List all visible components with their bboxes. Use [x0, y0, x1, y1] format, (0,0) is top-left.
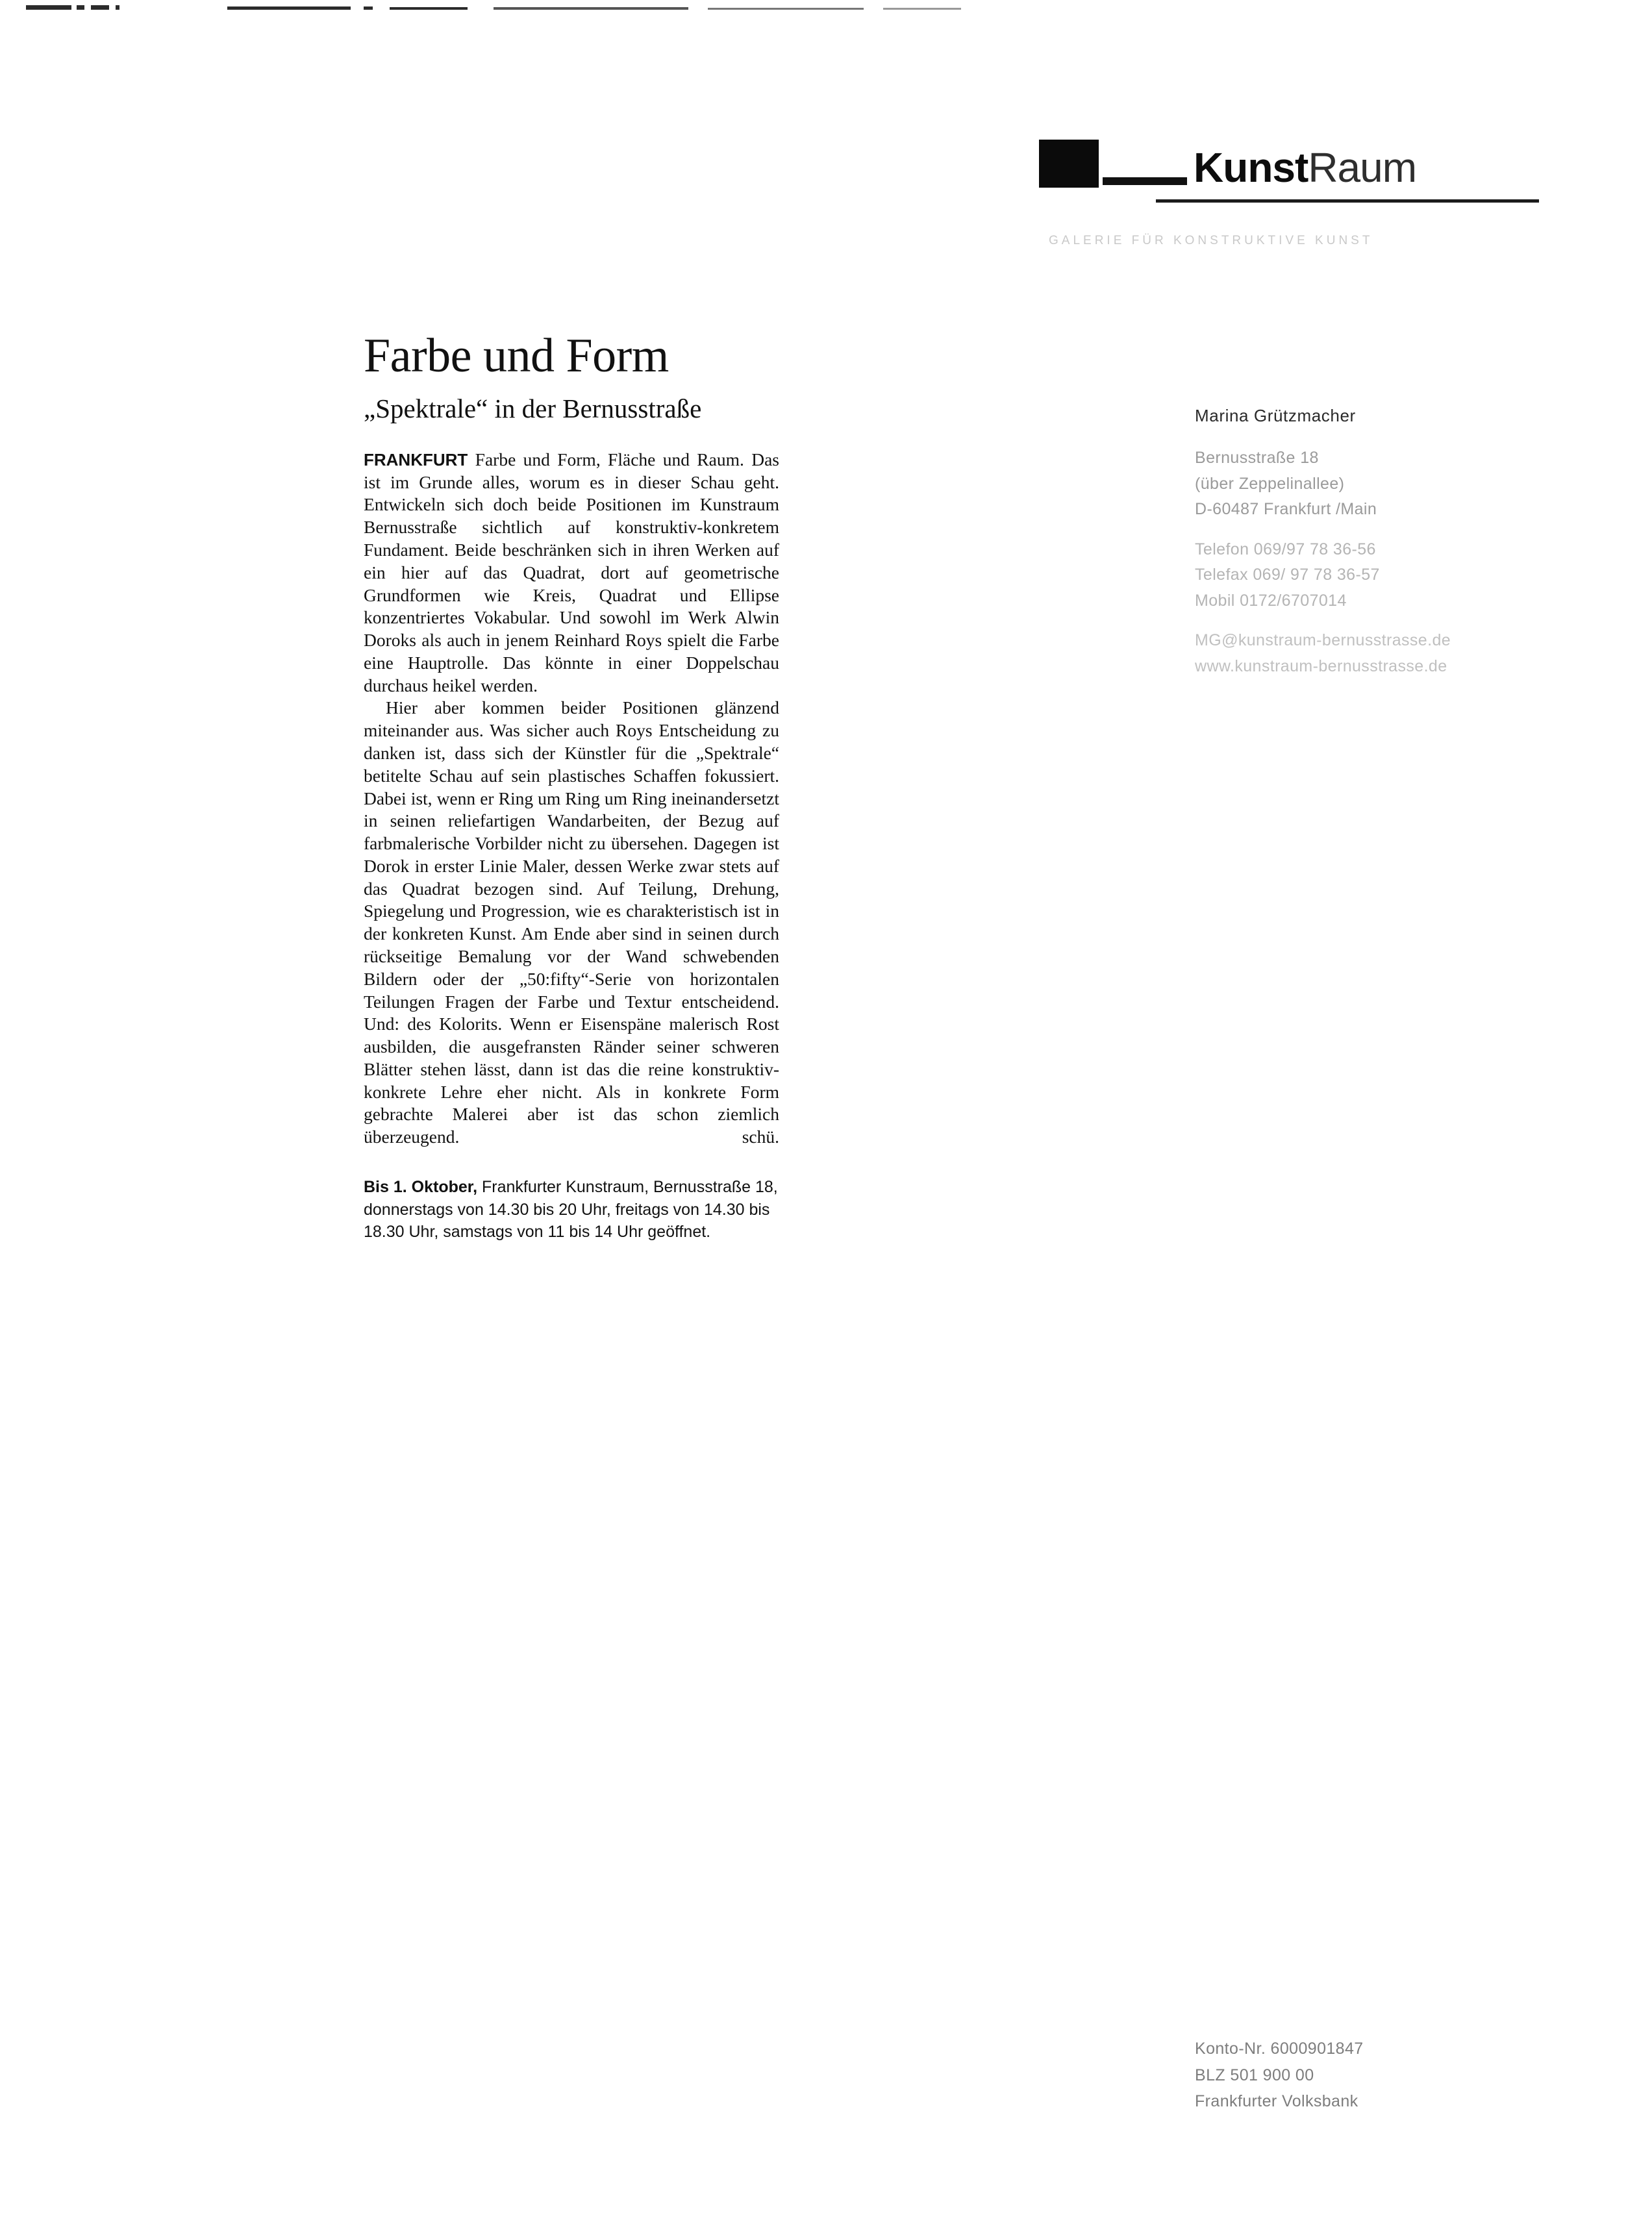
article-subhead: „Spektrale“ in der Bernusstraße — [364, 393, 702, 423]
logo-rule-icon — [1103, 177, 1187, 185]
scan-mark — [883, 8, 961, 10]
article-paragraph-2 — [364, 697, 779, 1149]
kunstraum-logo — [1039, 140, 1487, 192]
article-info-block — [364, 1176, 779, 1243]
article — [364, 331, 779, 1243]
scan-mark — [494, 7, 688, 10]
scan-mark — [26, 5, 71, 10]
logo-tagline: GALERIE FÜR KONSTRUKTIVE KUNST — [1049, 234, 1373, 247]
contact-mobile: Mobil 0172/6707014 — [1195, 591, 1347, 610]
logo-word-light: Raum — [1308, 144, 1417, 192]
contact-website[interactable]: www.kunstraum-bernusstrasse.de — [1195, 656, 1447, 675]
info-lead: Bis 1. Oktober, — [364, 1178, 478, 1197]
contact-street-note: (über Zeppelinallee) — [1195, 474, 1345, 493]
contact-city: D-60487 Frankfurt /Main — [1195, 500, 1377, 518]
contact-fax: Telefax 069/ 97 78 36-57 — [1195, 566, 1380, 584]
article-paragraph-1-text: Farbe und Form, Fläche und Raum. Das ist im Grunde alles, worum es in dieser Schau geht. Entwickeln sich doch beide Positionen im Kunstraum Bernusstraße sichtlich auf konstruktiv-konkretem Fundament. Beide beschränken sich in ihren Werken auf ein hier auf das Quadrat, dort auf geometrische Grundformen wie Kreis, Quadrat und Ellipse konzentriertes Vokabular. Und sowohl im Werk Alwin Doroks als auch in jenem Reinhard Roys spielt die Farbe eine Hauptrolle. Das könnte in einer Doppelschau durchaus heikel werden. — [364, 449, 779, 695]
contact-block — [1195, 406, 1597, 693]
logo-underline-icon — [1156, 199, 1539, 203]
article-dateline: FRANKFURT — [364, 449, 468, 469]
info-rest: Frankfurter Kunstraum, Bernusstraße 18, donnerstags von 14.30 bis 20 Uhr, freitags von 14.30 bis 18.30 Uhr, samstags von 11 bis 14 Uhr geöffnet. — [364, 1178, 778, 1242]
bank-blz: BLZ 501 900 00 — [1195, 2066, 1314, 2084]
scan-mark — [390, 7, 468, 10]
article-paragraph-2-text: Hier aber kommen beider Positionen glänzend miteinander aus. Was sicher auch Roys Entscheidung zu danken ist, dass sich der Künstler für die „Spektrale“ betitelte Schau auf sein plastisches Schaffen fokussiert. Dabei ist, wenn er Ring um Ring um Ring ineinandersetzt in seinen reliefartigen Wandarbeiten, der Bezug auf farbmalerische Vorbilder nicht zu übersehen. Dagegen ist Dorok in erster Linie Maler, dessen Werke zwar stets auf das Quadrat bezogen sind. Auf Teilung, Drehung, Spiegelung und Progression, wie es charakteristisch ist in der konkreten Kunst. Am Ende aber sind in seinen durch rückseitige Bemalung vor der Wand schwebenden Bildern oder der „50:fifty“-Serie von horizontalen Teilungen Fragen der Farbe und Textur entscheidend. Und: des Kolorits. Wenn er Eisenspäne malerisch Rost ausbilden, die ausgefransten Ränder seiner schweren Blätter stehen lässt, dann ist das die reine konstruktiv-konkrete Lehre eher nicht. Als in konkrete Form gebrachte Malerei aber ist das schon ziemlich überzeugend. — [364, 697, 779, 1147]
scan-mark — [364, 6, 373, 10]
bank-details — [1195, 2036, 1597, 2115]
scan-edge-artifact — [0, 0, 1652, 19]
scan-mark — [227, 6, 351, 10]
contact-online-group — [1195, 628, 1597, 679]
scan-mark — [91, 5, 109, 10]
bank-institute: Frankfurter Volksbank — [1195, 2092, 1358, 2110]
logo-row — [1039, 140, 1487, 192]
article-body — [364, 449, 779, 1149]
contact-address-group — [1195, 445, 1597, 523]
contact-phone-group — [1195, 537, 1597, 614]
bank-account-number: Konto-Nr. 6000901847 — [1195, 2040, 1364, 2058]
page-title: Farbe und Form — [364, 329, 669, 382]
logo-block-icon — [1039, 140, 1099, 188]
logo-wordmark — [1194, 144, 1417, 192]
article-paragraph-1 — [364, 449, 779, 697]
scan-mark — [708, 8, 864, 10]
logo-word-bold: Kunst — [1194, 144, 1308, 192]
scan-mark — [77, 5, 84, 10]
scan-mark — [116, 5, 119, 10]
contact-email[interactable]: MG@kunstraum-bernusstrasse.de — [1195, 631, 1451, 649]
contact-name: Marina Grützmacher — [1195, 406, 1356, 425]
article-signoff: schü. — [742, 1127, 779, 1147]
contact-phone: Telefon 069/97 78 36-56 — [1195, 540, 1376, 558]
contact-street: Bernusstraße 18 — [1195, 449, 1319, 467]
